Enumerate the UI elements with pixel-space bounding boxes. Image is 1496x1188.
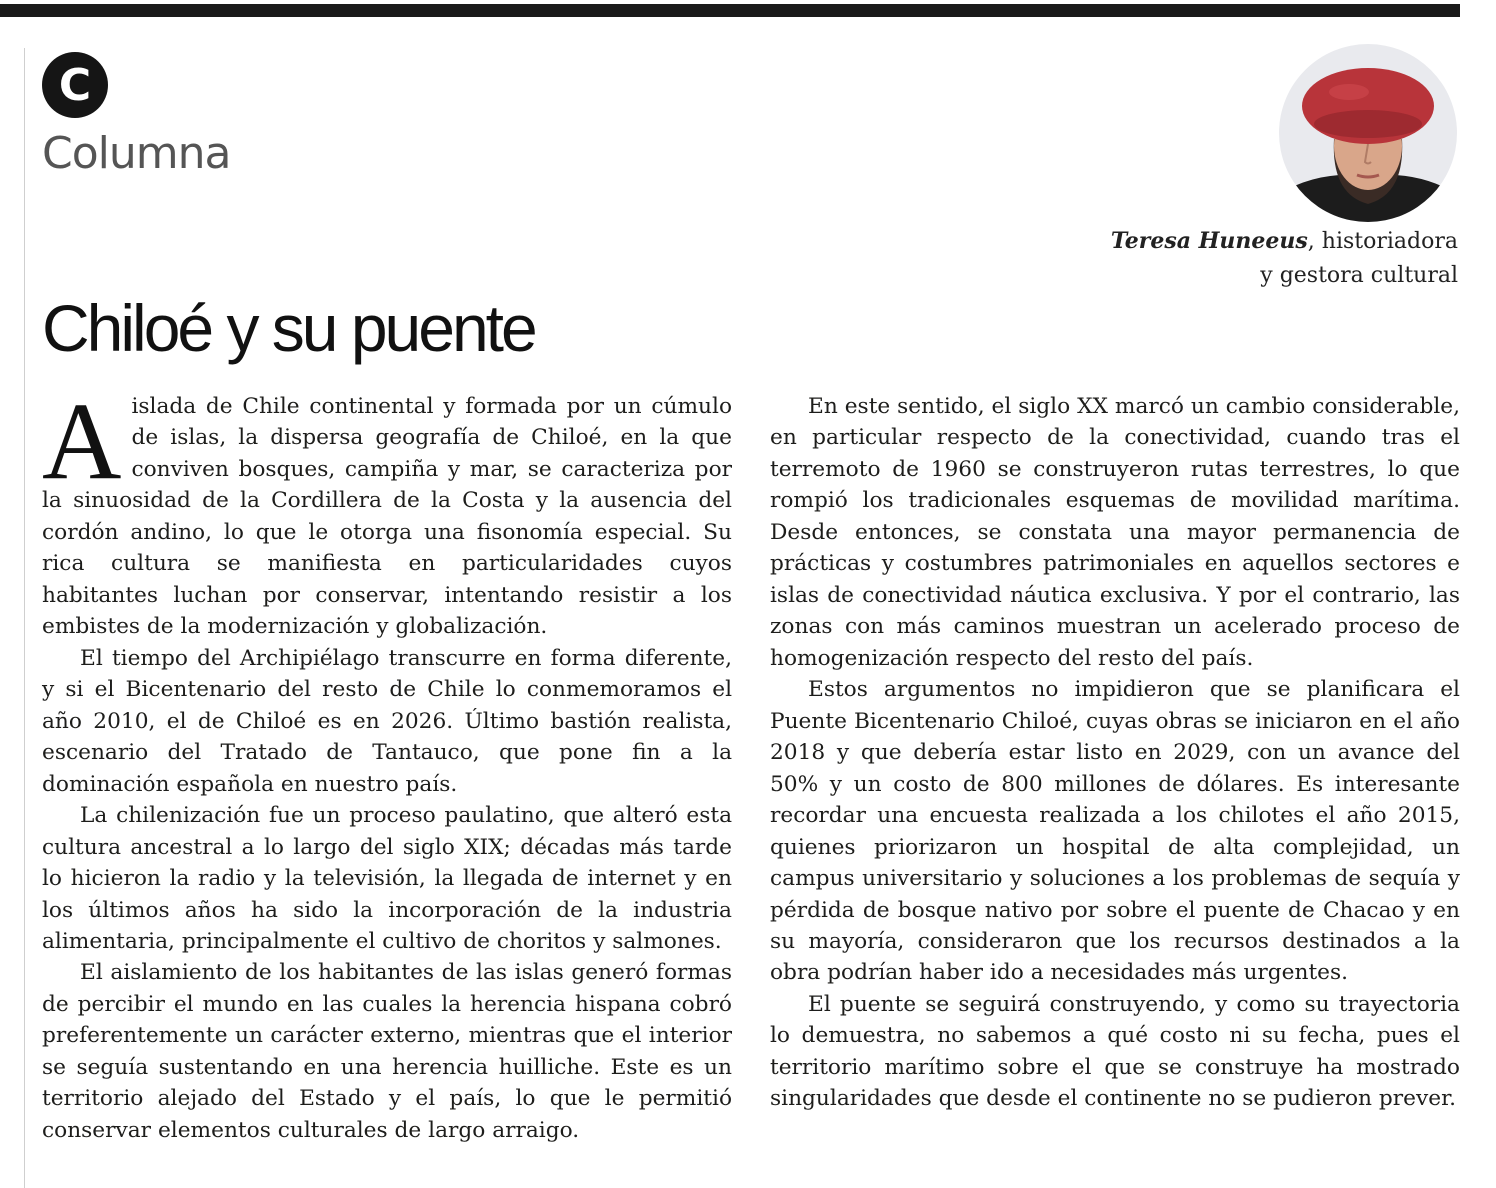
paragraph [42, 380, 732, 643]
paragraph: Estos argumentos no impidieron que se planificara el Puente Bicentenario Chiloé, cuyas obras se iniciaron en el año 2018 y que debería estar listo en 2029, con un avance del 50% y un costo de 800 millones de dólares. Es interesante recordar una encuesta realizada a los chilotes el año 2015, quienes priorizaron un hospital de alta complejidad, un campus universitario y soluciones a los problemas de sequía y pérdida de bosque nativo por sobre el puente de Chacao y en su mayoría, consideraron que los recursos destinados a la obra podrían haber ido a necesidades más urgentes. [770, 677, 1460, 986]
article-headline: Chiloé y su puente [42, 291, 535, 365]
paragraph: La chilenización fue un proceso paulatino, que alteró esta cultura ancestral a lo largo del siglo XIX; décadas más tarde lo hicieron la radio y la televisión, la llegada de internet y en los últimos años ha sido la incorporación de la industria alimentaria, principalmente el cultivo de choritos y salmones. [42, 803, 732, 954]
article-column-right [770, 391, 1460, 1115]
byline [1111, 224, 1458, 293]
byline-line-1 [1111, 224, 1458, 259]
author-portrait-illustration [1279, 44, 1457, 222]
paragraph: El tiempo del Archipiélago transcurre en forma diferente, y si el Bicentenario del resto de Chile lo conmemoramos el año 2010, el de Chiloé es en 2026. Último bastión realista, escenario del Tratado de Tantauco, que pone fin a la dominación española en nuestro país. [42, 645, 732, 797]
section-label: Columna [42, 128, 231, 179]
paragraph-text: islada de Chile continental y formada por un cúmulo de islas, la dispersa geografía de Chiloé, en la que conviven bosques, campiña y mar, se caracteriza por la sinuosidad de la Cordillera de la Costa y la ausencia del cordón andino, lo que le otorga una fisonomía especial. Su rica cultura se manifiesta en particularidades cuyos habitantes luchan por conservar, intentando resistir a los embistes de la modernización y globalización. [42, 394, 732, 640]
author-portrait [1279, 44, 1457, 222]
drop-cap: A [42, 380, 122, 502]
section-badge-letter: C [58, 59, 92, 111]
paragraph: En este sentido, el siglo XX marcó un cambio considerable, en particular respecto de la conectividad, cuando tras el terremoto de 1960 se construyeron rutas terrestres, lo que rompió los tradicionales esquemas de movilidad marítima. Desde entonces, se constata una mayor permanencia de prácticas y costumbres patrimoniales en aquellos sectores e islas de conectividad náutica exclusiva. Y por el contrario, las zonas con más caminos muestran un acelerado proceso de homogenización respecto del resto del país. [770, 394, 1460, 671]
section-badge-icon [42, 52, 108, 118]
paragraph: El puente se seguirá construyendo, y como su trayectoria lo demuestra, no sabemos a qué costo ni su fecha, pues el territorio marítimo sobre el que se construye ha mostrado singularidades que desde el continente no se pudieron prever. [770, 991, 1460, 1112]
top-rule [0, 4, 1460, 17]
author-name: Teresa Huneeus [1110, 228, 1308, 254]
paragraph: El aislamiento de los habitantes de las islas generó formas de percibir el mundo en las cuales la herencia hispana cobró preferentemente un carácter externo, mientras que el interior se seguía sustentando en una herencia huilliche. Este es un territorio alejado del Estado y el país, lo que le permitió conservar elementos culturales de largo arraigo. [42, 960, 732, 1143]
author-role-part-1: , historiadora [1307, 229, 1458, 254]
author-role-part-2: y gestora cultural [1260, 263, 1458, 288]
article-column-left [42, 380, 732, 1146]
left-column-rule [24, 48, 25, 1188]
